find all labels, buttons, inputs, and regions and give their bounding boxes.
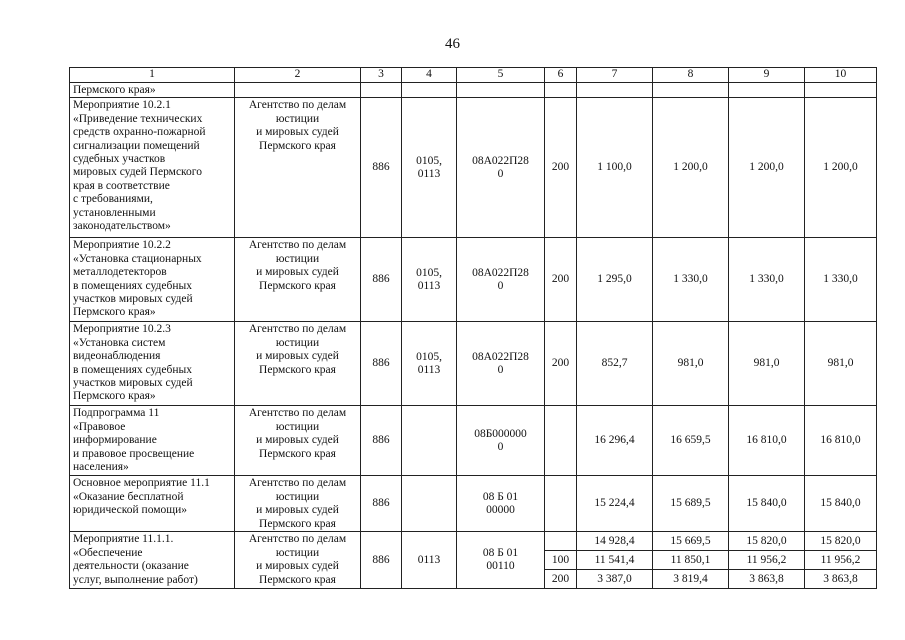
text-line: информирование [73, 434, 157, 447]
text-line: законодательством» [73, 220, 171, 233]
text-line: «Правовое [73, 420, 126, 433]
executor-cell [235, 532, 361, 589]
amount-cell: 1 330,0 [805, 238, 877, 322]
text-line: 0113 [417, 167, 441, 180]
text-line: в помещениях судебных [73, 363, 192, 376]
text-line: участков мировых судей [73, 377, 193, 390]
expense-type-cell [545, 406, 577, 476]
item-name-cell [70, 238, 235, 322]
text-line: юстиции [275, 112, 320, 125]
admin-code-cell: 886 [361, 532, 402, 589]
table-row [70, 476, 877, 532]
sub-cell: 15 820,0 [820, 534, 861, 547]
text-line: и мировых судей [256, 126, 339, 139]
page-number: 46 [445, 36, 460, 52]
target-code-cell [457, 406, 545, 476]
text-line: Подпрограмма 11 [73, 407, 160, 420]
admin-code-cell: 886 [361, 406, 402, 476]
text-line: металлодетекторов [73, 266, 167, 279]
header-cell: 8 [653, 68, 729, 83]
admin-code-cell: 886 [361, 98, 402, 238]
text-line: Пермского края [259, 573, 336, 586]
header-cell: 9 [729, 68, 805, 83]
admin-code-cell: 886 [361, 322, 402, 406]
amount-cell: 1 200,0 [805, 98, 877, 238]
text-line: и мировых судей [256, 504, 339, 517]
header-cell: 1 [70, 68, 235, 83]
sub-cell: 14 928,4 [594, 534, 635, 547]
text-line: юридической помощи» [73, 504, 188, 517]
amount-cell: 1 100,0 [577, 98, 653, 238]
sub-cell-stack [729, 532, 804, 588]
text-line: Агентство по делам [248, 99, 347, 112]
header-row [70, 68, 877, 83]
admin-code-cell [361, 83, 402, 98]
target-code-cell [457, 476, 545, 532]
amount-cell: 15 840,0 [805, 476, 877, 532]
text-line: Пермского края» [73, 306, 156, 319]
executor-cell [235, 322, 361, 406]
executor-cell [235, 98, 361, 238]
text-line: 0105, [416, 154, 442, 167]
executor-cell [235, 406, 361, 476]
table-row [70, 238, 877, 322]
text-line: 08 Б 01 [482, 547, 519, 559]
amount-cell [805, 83, 877, 98]
target-code-cell [457, 98, 545, 238]
text-line: Пермского края [259, 139, 336, 152]
amount-cell: 1 200,0 [729, 98, 805, 238]
sub-cell: 11 541,4 [577, 550, 652, 569]
amount-cell [577, 532, 653, 589]
text-line: «Обеспечение [73, 546, 143, 559]
sub-cell: 3 387,0 [577, 569, 652, 588]
amount-cell: 1 295,0 [577, 238, 653, 322]
text-line: Агентство по делам [248, 533, 347, 546]
text-line: сигнализации помещений [73, 139, 200, 152]
header-cell: 7 [577, 68, 653, 83]
text-line: в помещениях судебных [73, 279, 192, 292]
item-name-cell [70, 83, 235, 98]
item-name-cell [70, 322, 235, 406]
text-line: юстиции [275, 490, 320, 503]
text-line: Мероприятие 11.1.1. [73, 533, 174, 546]
amount-cell [729, 83, 805, 98]
expense-type-cell [545, 83, 577, 98]
table-row [70, 98, 877, 238]
text-line: деятельности (оказание [73, 560, 189, 573]
text-line: мировых судей Пермского [73, 166, 202, 179]
text-line: Пермского края» [73, 84, 156, 96]
section-code-cell [402, 98, 457, 238]
text-line: Пермского края [259, 279, 336, 292]
executor-cell [235, 238, 361, 322]
text-line: 08Б000000 [474, 427, 527, 440]
text-line: и мировых судей [256, 266, 339, 279]
expense-type-cell: 200 [545, 322, 577, 406]
text-line: юстиции [275, 546, 320, 559]
header-cell: 2 [235, 68, 361, 83]
text-line: Пермского края [259, 363, 336, 376]
text-line: с требованиями, [73, 193, 153, 206]
text-line: видеонаблюдения [73, 350, 161, 363]
text-line: и мировых судей [256, 434, 339, 447]
amount-cell: 15 689,5 [653, 476, 729, 532]
header-cell: 5 [457, 68, 545, 83]
text-line: 0105, [416, 350, 442, 363]
target-code-cell [457, 83, 545, 98]
text-line: «Установка стационарных [73, 252, 202, 265]
text-line: Агентство по делам [248, 477, 347, 490]
sub-cell: 100 [545, 550, 576, 569]
item-name-cell [70, 406, 235, 476]
section-code-cell: 0113 [402, 532, 457, 589]
text-line: средств охранно-пожарной [73, 126, 206, 139]
text-line: 08А022П28 [472, 266, 529, 279]
sub-cell [545, 532, 576, 550]
text-line: «Установка систем [73, 336, 166, 349]
table-row [70, 322, 877, 406]
sub-cell: 3 863,8 [729, 569, 804, 588]
expense-type-cell [545, 476, 577, 532]
text-line: Агентство по делам [248, 407, 347, 420]
text-line: и мировых судей [256, 350, 339, 363]
executor-cell [235, 476, 361, 532]
text-line: Основное мероприятие 11.1 [73, 477, 210, 490]
text-line: 0105, [416, 266, 442, 279]
expense-type-cell: 200 [545, 98, 577, 238]
sub-cell-stack [653, 532, 728, 588]
sub-cell: 11 956,2 [805, 550, 876, 569]
text-line: населения» [73, 461, 129, 474]
header-cell: 3 [361, 68, 402, 83]
header-cell: 4 [402, 68, 457, 83]
sub-cell: 3 863,8 [805, 569, 876, 588]
text-line: и правовое просвещение [73, 447, 195, 460]
admin-code-cell: 886 [361, 476, 402, 532]
text-line: Мероприятие 10.2.1 [73, 99, 171, 112]
sub-cell: 15 669,5 [670, 534, 711, 547]
amount-cell: 1 330,0 [729, 238, 805, 322]
target-code-cell [457, 532, 545, 589]
text-line: 0 [497, 440, 504, 453]
text-line: услуг, выполнение работ) [73, 573, 198, 586]
text-line: Агентство по делам [248, 239, 347, 252]
sub-cell: 3 819,4 [653, 569, 728, 588]
text-line: 0113 [417, 363, 441, 376]
amount-cell: 15 840,0 [729, 476, 805, 532]
amount-cell: 1 330,0 [653, 238, 729, 322]
amount-cell: 981,0 [653, 322, 729, 406]
text-line: 08 Б 01 [482, 490, 519, 503]
text-line: Агентство по делам [248, 323, 347, 336]
expense-type-cell: 200 [545, 238, 577, 322]
item-name-cell [70, 98, 235, 238]
text-line: Пермского края [259, 447, 336, 460]
text-line: 0113 [417, 279, 441, 292]
text-line: 00000 [486, 503, 515, 516]
amount-cell [805, 532, 877, 589]
table-row [70, 83, 877, 98]
sub-cell: 11 850,1 [653, 550, 728, 569]
section-code-cell [402, 476, 457, 532]
item-name-cell [70, 476, 235, 532]
section-code-cell [402, 238, 457, 322]
table-row [70, 406, 877, 476]
amount-cell: 981,0 [805, 322, 877, 406]
item-name-cell [70, 532, 235, 589]
admin-code-cell: 886 [361, 238, 402, 322]
amount-cell [729, 532, 805, 589]
amount-cell [577, 83, 653, 98]
amount-cell [653, 83, 729, 98]
text-line: участков мировых судей [73, 293, 193, 306]
text-line: «Оказание бесплатной [73, 490, 184, 503]
target-code-cell [457, 322, 545, 406]
amount-cell: 16 810,0 [805, 406, 877, 476]
text-line: юстиции [275, 336, 320, 349]
amount-cell [653, 532, 729, 589]
text-line: края в соответствие [73, 179, 170, 192]
sub-cell-stack [545, 532, 576, 588]
expense-type-cell [545, 532, 577, 589]
text-line: и мировых судей [256, 560, 339, 573]
sub-cell: 11 956,2 [729, 550, 804, 569]
sub-cell: 15 820,0 [746, 534, 787, 547]
text-line: Мероприятие 10.2.3 [73, 323, 171, 336]
sub-cell: 200 [545, 569, 576, 588]
text-line: Мероприятие 10.2.2 [73, 239, 171, 252]
amount-cell: 1 200,0 [653, 98, 729, 238]
amount-cell: 16 659,5 [653, 406, 729, 476]
text-line: 08А022П28 [472, 154, 529, 167]
amount-cell: 16 810,0 [729, 406, 805, 476]
text-line: юстиции [275, 420, 320, 433]
text-line: установленными [73, 206, 156, 219]
table-row [70, 532, 877, 589]
executor-cell [235, 83, 361, 98]
text-line: судебных участков [73, 153, 166, 166]
amount-cell: 981,0 [729, 322, 805, 406]
text-line: «Приведение технических [73, 112, 203, 125]
amount-cell: 16 296,4 [577, 406, 653, 476]
budget-table [69, 67, 877, 589]
amount-cell: 852,7 [577, 322, 653, 406]
header-cell: 6 [545, 68, 577, 83]
text-line: Пермского края» [73, 390, 156, 403]
text-line: 0 [497, 167, 504, 180]
sub-cell-stack [577, 532, 652, 588]
section-code-cell [402, 83, 457, 98]
text-line: 00110 [486, 560, 515, 573]
target-code-cell [457, 238, 545, 322]
text-line: Пермского края [259, 517, 336, 530]
text-line: 08А022П28 [472, 350, 529, 363]
header-cell: 10 [805, 68, 877, 83]
section-code-cell [402, 322, 457, 406]
section-code-cell [402, 406, 457, 476]
amount-cell: 15 224,4 [577, 476, 653, 532]
sub-cell-stack [805, 532, 876, 588]
text-line: 0 [497, 279, 504, 292]
text-line: 0 [497, 363, 504, 376]
text-line: юстиции [275, 252, 320, 265]
